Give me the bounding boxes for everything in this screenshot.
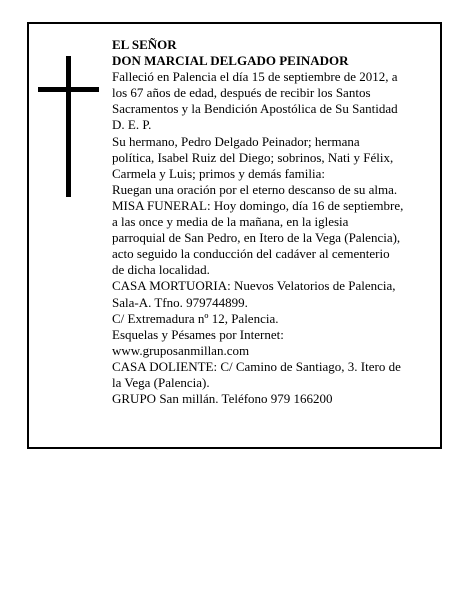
body-line: acto seguido la conducción del cadáver al cementerio (112, 246, 390, 262)
body-line: a las once y media de la mañana, en la iglesia (112, 214, 349, 230)
body-line: MISA FUNERAL: Hoy domingo, día 16 de septiembre, (112, 197, 404, 213)
cross-vertical-bar (66, 56, 71, 197)
body-line: Esquelas y Pésames por Internet: (112, 326, 284, 342)
body-line: GRUPO San millán. Teléfono 979 166200 (112, 391, 333, 407)
body-line: Carmela y Luis; primos y demás familia: (112, 165, 326, 181)
body-line: Sala-A. Tfno. 979744899. (112, 294, 248, 310)
body-line: CASA MORTUORIA: Nuevos Velatorios de Palencia, (112, 278, 396, 294)
body-line: Ruegan una oración por el eterno descanso de su alma. (112, 181, 398, 197)
body-line: parroquial de San Pedro, en Itero de la Vega (Palencia), (112, 230, 401, 246)
body-line: C/ Extremadura nº 12, Palencia. (112, 310, 279, 326)
body-line: D. E. P. (112, 117, 152, 133)
cross-horizontal-bar (38, 87, 99, 92)
body-line: CASA DOLIENTE: C/ Camino de Santiago, 3. Itero de (112, 358, 401, 374)
cross-icon (38, 56, 99, 197)
body-line: la Vega (Palencia). (112, 374, 210, 390)
obituary-text (112, 37, 430, 407)
body-line: los 67 años de edad, después de recibir los Santos (112, 85, 371, 101)
title-line-honorific: EL SEÑOR (112, 37, 177, 52)
body-line: Sacramentos y la Bendición Apostólica de Su Santidad (112, 101, 398, 117)
body-line: Falleció en Palencia el día 15 de septiembre de 2012, a (112, 69, 398, 85)
body-line: política, Isabel Ruiz del Diego; sobrinos, Nati y Félix, (112, 149, 394, 165)
title-line-deceased-name: DON MARCIAL DELGADO PEINADOR (112, 53, 349, 69)
website-link[interactable]: www.gruposanmillan.com (112, 342, 250, 358)
body-line: de dicha localidad. (112, 262, 210, 278)
body-line: Su hermano, Pedro Delgado Peinador; hermana (112, 133, 360, 149)
